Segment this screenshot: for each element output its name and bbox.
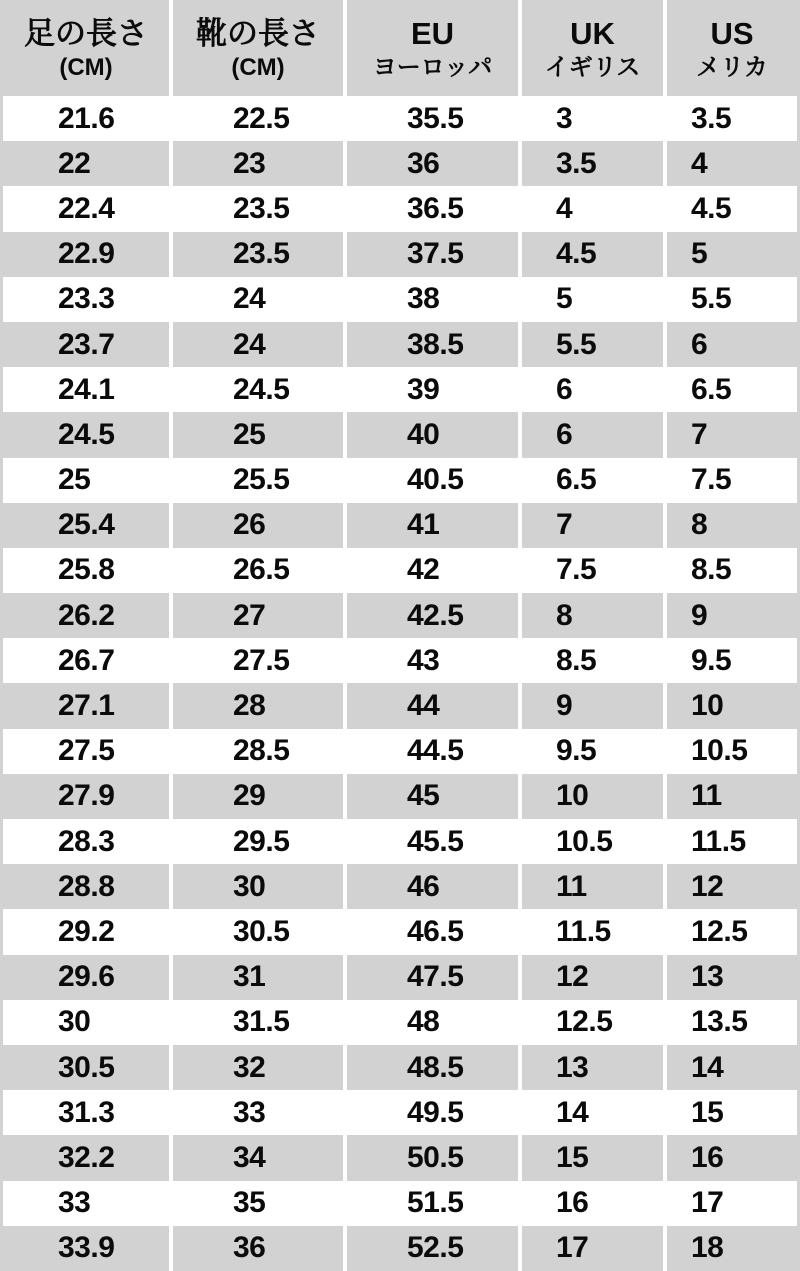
table-cell-eu: 40 xyxy=(343,412,518,457)
table-cell-eu: 47.5 xyxy=(343,955,518,1000)
table-cell-uk: 5 xyxy=(518,277,663,322)
table-cell-uk: 4.5 xyxy=(518,232,663,277)
table-cell-uk: 11.5 xyxy=(518,909,663,954)
table-cell-us: 10.5 xyxy=(663,729,797,774)
table-row xyxy=(3,322,797,367)
table-cell-eu: 35.5 xyxy=(343,96,518,141)
table-cell-eu: 44.5 xyxy=(343,729,518,774)
table-cell-uk: 11 xyxy=(518,864,663,909)
table-cell-us: 5 xyxy=(663,232,797,277)
table-cell-foot: 22.9 xyxy=(3,232,169,277)
table-cell-foot: 21.6 xyxy=(3,96,169,141)
table-cell-shoe: 24.5 xyxy=(169,367,343,412)
table-row xyxy=(3,593,797,638)
table-cell-shoe: 32 xyxy=(169,1045,343,1090)
table-cell-uk: 14 xyxy=(518,1090,663,1135)
table-cell-shoe: 25.5 xyxy=(169,458,343,503)
table-row xyxy=(3,1090,797,1135)
table-cell-uk: 17 xyxy=(518,1226,663,1271)
table-cell-us: 10 xyxy=(663,683,797,728)
table-header xyxy=(3,0,797,96)
table-cell-us: 18 xyxy=(663,1226,797,1271)
table-cell-uk: 7.5 xyxy=(518,548,663,593)
table-cell-us: 3.5 xyxy=(663,96,797,141)
table-cell-foot: 24.5 xyxy=(3,412,169,457)
table-cell-us: 12.5 xyxy=(663,909,797,954)
table-cell-foot: 33 xyxy=(3,1181,169,1226)
table-cell-foot: 33.9 xyxy=(3,1226,169,1271)
table-row xyxy=(3,864,797,909)
table-cell-eu: 36.5 xyxy=(343,186,518,231)
table-cell-us: 4.5 xyxy=(663,186,797,231)
table-cell-eu: 39 xyxy=(343,367,518,412)
header-cell-uk xyxy=(518,0,663,96)
table-cell-shoe: 28.5 xyxy=(169,729,343,774)
table-cell-uk: 3 xyxy=(518,96,663,141)
table-cell-us: 8 xyxy=(663,503,797,548)
header-row xyxy=(3,0,797,96)
table-cell-foot: 22 xyxy=(3,141,169,186)
table-cell-eu: 48 xyxy=(343,1000,518,1045)
table-cell-uk: 7 xyxy=(518,503,663,548)
table-cell-shoe: 36 xyxy=(169,1226,343,1271)
table-cell-foot: 24.1 xyxy=(3,367,169,412)
table-cell-eu: 43 xyxy=(343,638,518,683)
table-cell-foot: 27.1 xyxy=(3,683,169,728)
table-cell-uk: 13 xyxy=(518,1045,663,1090)
table-cell-shoe: 27.5 xyxy=(169,638,343,683)
table-cell-foot: 28.3 xyxy=(3,819,169,864)
table-cell-shoe: 34 xyxy=(169,1135,343,1180)
table-cell-eu: 38.5 xyxy=(343,322,518,367)
table-cell-foot: 29.6 xyxy=(3,955,169,1000)
table-cell-uk: 12 xyxy=(518,955,663,1000)
table-cell-eu: 49.5 xyxy=(343,1090,518,1135)
table-cell-foot: 30 xyxy=(3,1000,169,1045)
table-cell-shoe: 27 xyxy=(169,593,343,638)
table-cell-us: 5.5 xyxy=(663,277,797,322)
table-cell-foot: 23.7 xyxy=(3,322,169,367)
table-cell-us: 7.5 xyxy=(663,458,797,503)
table-cell-shoe: 25 xyxy=(169,412,343,457)
table-cell-uk: 3.5 xyxy=(518,141,663,186)
table-cell-us: 14 xyxy=(663,1045,797,1090)
table-cell-eu: 50.5 xyxy=(343,1135,518,1180)
header-us-sublabel: メリカ xyxy=(696,54,768,81)
table-cell-foot: 27.9 xyxy=(3,774,169,819)
table-cell-uk: 10 xyxy=(518,774,663,819)
table-cell-us: 9.5 xyxy=(663,638,797,683)
table-cell-us: 12 xyxy=(663,864,797,909)
table-cell-uk: 12.5 xyxy=(518,1000,663,1045)
table-cell-uk: 8.5 xyxy=(518,638,663,683)
table-cell-foot: 25.4 xyxy=(3,503,169,548)
table-row xyxy=(3,683,797,728)
table-cell-uk: 15 xyxy=(518,1135,663,1180)
table-cell-us: 11 xyxy=(663,774,797,819)
table-row xyxy=(3,774,797,819)
table-cell-shoe: 31.5 xyxy=(169,1000,343,1045)
table-cell-foot: 28.8 xyxy=(3,864,169,909)
table-row xyxy=(3,367,797,412)
header-cell-eu xyxy=(343,0,518,96)
table-cell-foot: 27.5 xyxy=(3,729,169,774)
table-cell-eu: 37.5 xyxy=(343,232,518,277)
table-cell-shoe: 26.5 xyxy=(169,548,343,593)
table-cell-eu: 38 xyxy=(343,277,518,322)
table-row xyxy=(3,458,797,503)
table-cell-shoe: 24 xyxy=(169,277,343,322)
header-uk-label: UK xyxy=(570,16,615,51)
size-conversion-table xyxy=(3,0,797,1271)
table-row xyxy=(3,1000,797,1045)
table-cell-shoe: 23.5 xyxy=(169,186,343,231)
table-cell-eu: 46.5 xyxy=(343,909,518,954)
table-cell-shoe: 33 xyxy=(169,1090,343,1135)
table-cell-uk: 16 xyxy=(518,1181,663,1226)
table-row xyxy=(3,141,797,186)
table-cell-shoe: 23 xyxy=(169,141,343,186)
table-row xyxy=(3,729,797,774)
table-cell-uk: 9 xyxy=(518,683,663,728)
table-cell-eu: 44 xyxy=(343,683,518,728)
table-cell-uk: 4 xyxy=(518,186,663,231)
header-shoe-length-unit: (CM) xyxy=(231,54,285,81)
table-cell-foot: 31.3 xyxy=(3,1090,169,1135)
header-us-label: US xyxy=(710,16,754,51)
table-cell-uk: 8 xyxy=(518,593,663,638)
table-cell-shoe: 30.5 xyxy=(169,909,343,954)
table-row xyxy=(3,909,797,954)
table-cell-foot: 32.2 xyxy=(3,1135,169,1180)
table-cell-eu: 46 xyxy=(343,864,518,909)
table-cell-shoe: 26 xyxy=(169,503,343,548)
table-cell-eu: 42 xyxy=(343,548,518,593)
table-cell-eu: 40.5 xyxy=(343,458,518,503)
table-cell-us: 8.5 xyxy=(663,548,797,593)
table-cell-us: 15 xyxy=(663,1090,797,1135)
header-shoe-length-label: 靴の長さ xyxy=(196,16,320,51)
header-cell-shoe-length xyxy=(169,0,343,96)
table-cell-shoe: 22.5 xyxy=(169,96,343,141)
table-cell-foot: 25 xyxy=(3,458,169,503)
table-cell-uk: 6 xyxy=(518,367,663,412)
table-cell-shoe: 28 xyxy=(169,683,343,728)
table-cell-shoe: 24 xyxy=(169,322,343,367)
table-row xyxy=(3,412,797,457)
table-row xyxy=(3,96,797,141)
table-cell-shoe: 35 xyxy=(169,1181,343,1226)
table-cell-uk: 5.5 xyxy=(518,322,663,367)
table-row xyxy=(3,1181,797,1226)
header-uk-sublabel: イギリス xyxy=(544,54,641,81)
table-row xyxy=(3,186,797,231)
table-cell-eu: 45.5 xyxy=(343,819,518,864)
table-row xyxy=(3,819,797,864)
table-cell-shoe: 29 xyxy=(169,774,343,819)
table-cell-us: 6.5 xyxy=(663,367,797,412)
table-cell-shoe: 23.5 xyxy=(169,232,343,277)
table-cell-us: 13.5 xyxy=(663,1000,797,1045)
table-cell-eu: 51.5 xyxy=(343,1181,518,1226)
table-row xyxy=(3,638,797,683)
header-eu-sublabel: ヨーロッパ xyxy=(372,54,493,81)
table-cell-eu: 42.5 xyxy=(343,593,518,638)
table-cell-shoe: 30 xyxy=(169,864,343,909)
size-table-body xyxy=(3,96,797,1271)
table-row xyxy=(3,503,797,548)
table-cell-eu: 52.5 xyxy=(343,1226,518,1271)
table-row xyxy=(3,232,797,277)
table-row xyxy=(3,1226,797,1271)
table-cell-uk: 6.5 xyxy=(518,458,663,503)
table-cell-us: 7 xyxy=(663,412,797,457)
table-cell-eu: 36 xyxy=(343,141,518,186)
table-row xyxy=(3,277,797,322)
table-cell-uk: 6 xyxy=(518,412,663,457)
table-cell-uk: 10.5 xyxy=(518,819,663,864)
table-row xyxy=(3,548,797,593)
table-cell-eu: 41 xyxy=(343,503,518,548)
table-row xyxy=(3,955,797,1000)
header-foot-length-unit: (CM) xyxy=(59,54,113,81)
table-cell-us: 13 xyxy=(663,955,797,1000)
header-cell-us xyxy=(663,0,797,96)
table-cell-foot: 25.8 xyxy=(3,548,169,593)
table-cell-foot: 29.2 xyxy=(3,909,169,954)
table-cell-us: 6 xyxy=(663,322,797,367)
table-cell-foot: 26.7 xyxy=(3,638,169,683)
table-cell-shoe: 29.5 xyxy=(169,819,343,864)
table-cell-eu: 48.5 xyxy=(343,1045,518,1090)
table-cell-us: 17 xyxy=(663,1181,797,1226)
table-cell-us: 11.5 xyxy=(663,819,797,864)
header-eu-label: EU xyxy=(410,16,455,51)
table-cell-shoe: 31 xyxy=(169,955,343,1000)
table-row xyxy=(3,1045,797,1090)
table-cell-us: 16 xyxy=(663,1135,797,1180)
table-cell-us: 4 xyxy=(663,141,797,186)
table-cell-us: 9 xyxy=(663,593,797,638)
header-cell-foot-length xyxy=(3,0,169,96)
table-row xyxy=(3,1135,797,1180)
header-foot-length-label: 足の長さ xyxy=(24,16,148,51)
table-cell-foot: 23.3 xyxy=(3,277,169,322)
table-cell-eu: 45 xyxy=(343,774,518,819)
table-cell-foot: 30.5 xyxy=(3,1045,169,1090)
table-cell-foot: 26.2 xyxy=(3,593,169,638)
table-cell-uk: 9.5 xyxy=(518,729,663,774)
table-cell-foot: 22.4 xyxy=(3,186,169,231)
